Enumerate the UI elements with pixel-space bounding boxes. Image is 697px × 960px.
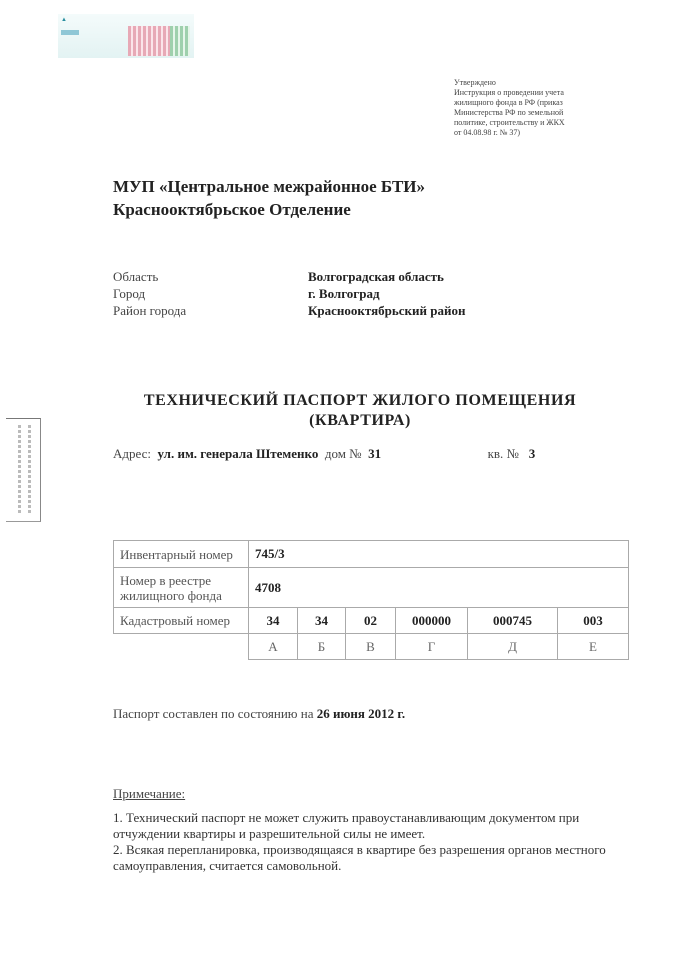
site-logo: ▲ bbox=[61, 17, 67, 23]
cadastral-letter: Е bbox=[558, 634, 629, 660]
approval-line: жилищного фонда в РФ (приказ bbox=[454, 98, 563, 107]
passport-state bbox=[113, 706, 405, 722]
table-row bbox=[114, 568, 629, 608]
inventory-label: Инвентарный номер bbox=[114, 541, 249, 568]
document-title bbox=[110, 391, 610, 431]
table-row bbox=[114, 608, 629, 634]
title-subtitle: (КВАРТИРА) bbox=[309, 412, 411, 429]
building-image bbox=[170, 26, 190, 56]
cadastral-letter: Д bbox=[468, 634, 558, 660]
cadastral-part: 000745 bbox=[468, 608, 558, 634]
approval-line: политике, строительству и ЖКХ bbox=[454, 118, 565, 127]
fund-value: 4708 bbox=[249, 568, 629, 608]
note-item: 1. Технический паспорт не может служить правоустанавливающим документом при отчуждении квартиры и разрешительной силы не имеет. bbox=[113, 810, 580, 841]
empty-cell bbox=[114, 634, 249, 660]
table-row bbox=[114, 541, 629, 568]
city-value: г. Волгоград bbox=[308, 286, 380, 301]
cadastral-part: 003 bbox=[558, 608, 629, 634]
cadastral-part: 34 bbox=[298, 608, 346, 634]
apartment-number: 3 bbox=[528, 446, 536, 461]
cadastral-letter: Г bbox=[396, 634, 468, 660]
address bbox=[113, 446, 535, 462]
approval-note bbox=[454, 78, 604, 138]
district-label: Район города bbox=[113, 303, 187, 318]
apartment-label: кв. № bbox=[487, 446, 519, 461]
fund-label: Номер в реестре жилищного фонда bbox=[114, 568, 249, 608]
region-value: Волгоградская область bbox=[308, 269, 444, 284]
cadastral-part: 34 bbox=[249, 608, 298, 634]
cadastral-label: Кадастровый номер bbox=[114, 608, 249, 634]
title-line: ТЕХНИЧЕСКИЙ ПАСПОРТ ЖИЛОГО ПОМЕЩЕНИЯ bbox=[143, 392, 577, 409]
website-banner-image bbox=[58, 14, 194, 58]
state-text: Паспорт составлен по состоянию на bbox=[113, 706, 314, 721]
house-number: 31 bbox=[368, 446, 382, 461]
notes-heading: Примечание: bbox=[113, 786, 186, 801]
cadastral-part: 02 bbox=[346, 608, 396, 634]
state-date: 26 июня 2012 г. bbox=[316, 706, 406, 721]
city-label: Город bbox=[113, 286, 146, 301]
inventory-value: 745/3 bbox=[249, 541, 629, 568]
address-label: Адрес: bbox=[113, 446, 151, 461]
organization-name bbox=[113, 175, 425, 221]
table-row bbox=[114, 634, 629, 660]
district-value: Краснооктябрьский район bbox=[308, 303, 466, 318]
org-branch: Краснооктябрьское Отделение bbox=[113, 200, 351, 219]
approval-line: Инструкция о проведении учета bbox=[454, 88, 564, 97]
banner-button bbox=[61, 30, 79, 35]
cadastral-letter: В bbox=[346, 634, 396, 660]
region-label: Область bbox=[113, 269, 159, 284]
approval-line: Утверждено bbox=[454, 78, 496, 87]
cadastral-part: 000000 bbox=[396, 608, 468, 634]
house-label: дом № bbox=[324, 446, 362, 461]
cadastral-letter: А bbox=[249, 634, 298, 660]
approval-line: Министерства РФ по земельной bbox=[454, 108, 564, 117]
address-street: ул. им. генерала Штеменко bbox=[157, 446, 319, 461]
cadastral-letter: Б bbox=[298, 634, 346, 660]
registry-table bbox=[113, 540, 629, 660]
side-stamp bbox=[6, 418, 41, 522]
notes-list bbox=[113, 810, 613, 874]
approval-line: от 04.08.98 г. № 37) bbox=[454, 128, 521, 137]
note-item: 2. Всякая перепланировка, производящаяся в квартире без разрешения органов местного самоуправления, считается самовольной. bbox=[113, 842, 606, 873]
org-line: МУП «Центральное межрайонное БТИ» bbox=[113, 177, 426, 196]
location-labels bbox=[113, 268, 186, 319]
location-values bbox=[308, 268, 465, 319]
